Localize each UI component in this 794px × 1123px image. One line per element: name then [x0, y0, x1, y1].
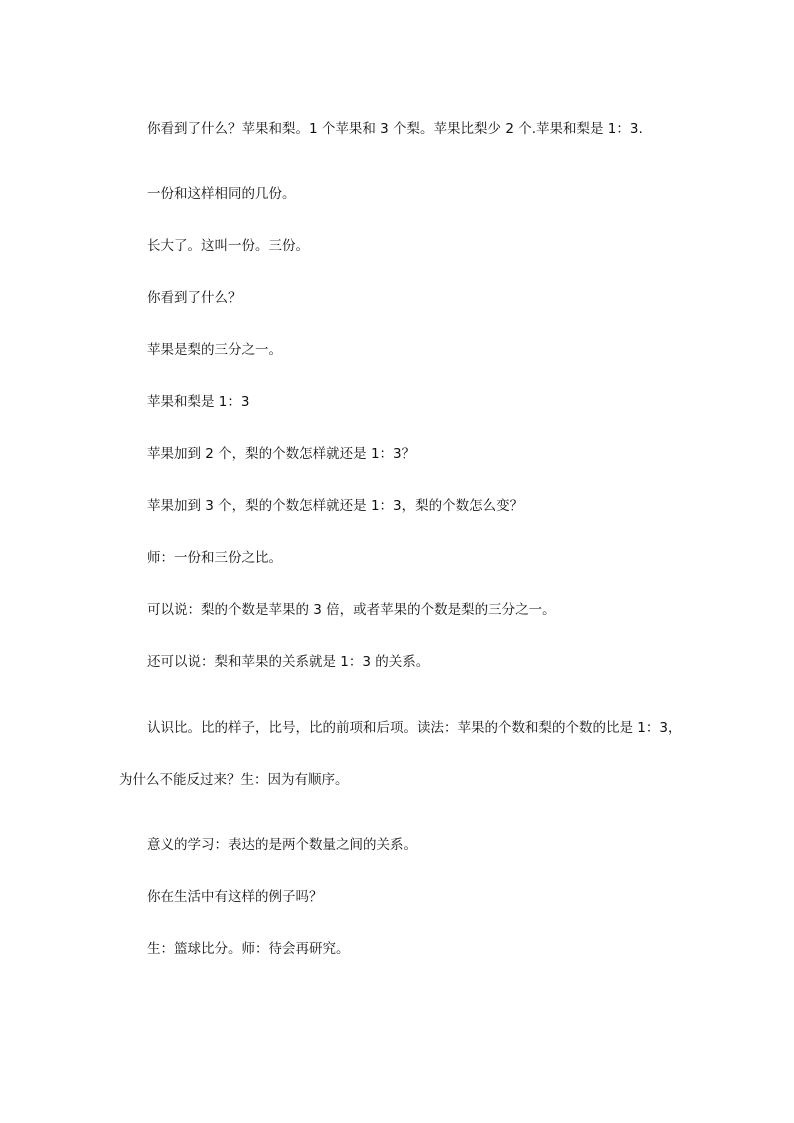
paragraph-1: 你看到了什么？苹果和梨。1 个苹果和 3 个梨。苹果比梨少 2 个.苹果和梨是 1：3. [147, 121, 643, 137]
paragraph-10: 可以说：梨的个数是苹果的 3 倍，或者苹果的个数是梨的三分之一。 [147, 602, 556, 618]
paragraph-12: 认识比。比的样子，比号，比的前项和后项。读法：苹果的个数和梨的个数的比是 1：3，为什么不能反过来？生：因为有顺序。 [119, 720, 682, 788]
paragraph-11: 还可以说：梨和苹果的关系就是 1：3 的关系。 [147, 654, 430, 670]
paragraph-14: 你在生活中有这样的例子吗？ [147, 889, 323, 905]
paragraph-15: 生：篮球比分。师：待会再研究。 [147, 941, 350, 957]
paragraph-4: 你看到了什么？ [147, 290, 242, 306]
paragraph-2: 一份和这样相同的几份。 [147, 186, 296, 202]
paragraph-5: 苹果是梨的三分之一。 [147, 342, 282, 358]
paragraph-13: 意义的学习：表达的是两个数量之间的关系。 [147, 837, 417, 853]
paragraph-7: 苹果加到 2 个，梨的个数怎样就还是 1：3？ [147, 446, 416, 462]
paragraph-6: 苹果和梨是 1：3 [147, 394, 250, 410]
paragraph-8: 苹果加到 3 个，梨的个数怎样就还是 1：3，梨的个数怎么变？ [147, 498, 524, 514]
paragraph-9: 师：一份和三份之比。 [147, 550, 282, 566]
paragraph-3: 长大了。这叫一份。三份。 [147, 238, 309, 254]
document-body [119, 103, 685, 989]
